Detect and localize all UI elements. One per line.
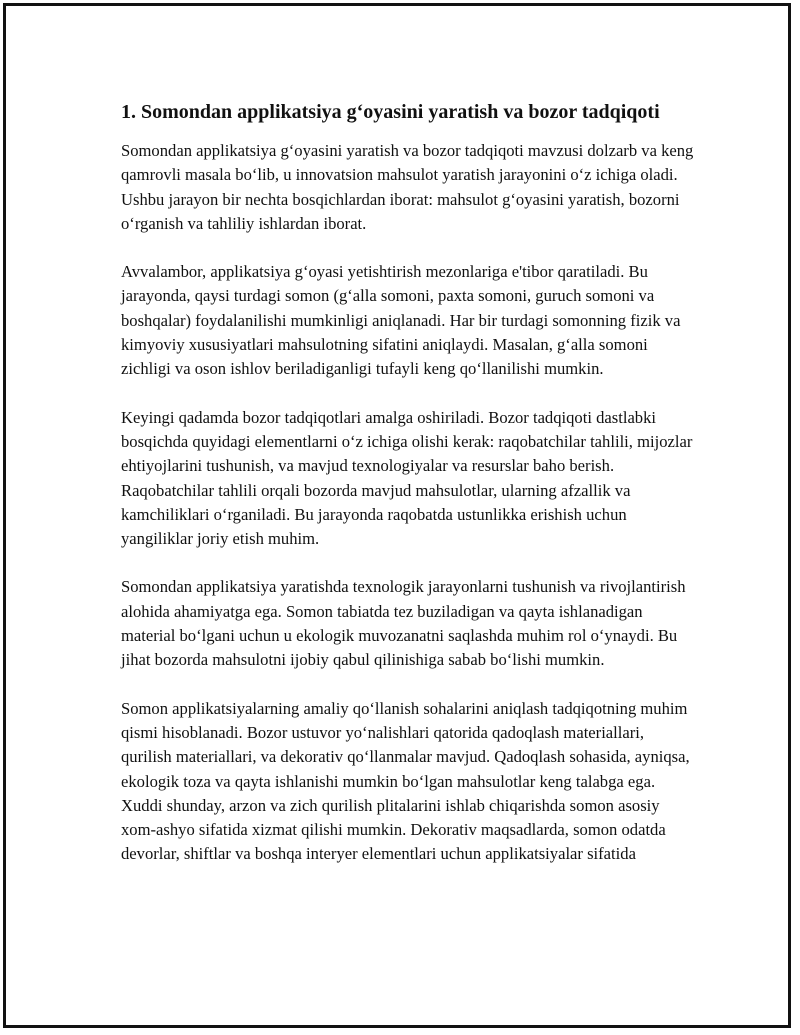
paragraph-3: Keyingi qadamda bozor tadqiqotlari amalga oshiriladi. Bozor tadqiqoti dastlabki bosqichda quyidagi elementlarni o‘z ichiga olishi kerak: raqobatchilar tahlili, mijozlar ehtiyojlarini tushunish, va mavjud texnologiyalar va resurslar baho berish. Raqobatchilar tahlili orqali bozorda mavjud mahsulotlar, ularning afzallik va kamchiliklari o‘rganiladi. Bu jarayonda raqobatda ustunlikka erishish uchun yangiliklar joriy etish muhim. bbox=[121, 407, 693, 549]
document-body bbox=[121, 98, 696, 891]
section-title: 1. Somondan applikatsiya g‘oyasini yaratish va bozor tadqiqoti bbox=[121, 101, 660, 123]
paragraph-4: Somondan applikatsiya yaratishda texnologik jarayonlarni tushunish va rivojlantirish alohida ahamiyatga ega. Somon tabiatda tez buziladigan va qayta ishlanadigan material bo‘lgani uchun u ekologik muvozanatni saqlashda muhim rol o‘ynaydi. Bu jihat bozorda mahsulotni ijobiy qabul qilinishiga sabab bo‘lishi mumkin. bbox=[121, 577, 686, 670]
page-frame bbox=[3, 3, 791, 1028]
paragraph-1: Somondan applikatsiya g‘oyasini yaratish va bozor tadqiqoti mavzusi dolzarb va keng qamrovli masala bo‘lib, u innovatsion mahsulot yaratish jarayonini o‘z ichiga oladi. Ushbu jarayon bir nechta bosqichlardan iborat: mahsulot g‘oyasini yaratish, bozorni o‘rganish va tahliliy ishlardan iborat. bbox=[121, 141, 694, 233]
paragraph-5: Somon applikatsiyalarning amaliy qo‘llanish sohalarini aniqlash tadqiqotning muhim qismi hisoblanadi. Bozor ustuvor yo‘nalishlari qatorida qadoqlash materiallari, qurilish materiallari, va dekorativ qo‘llanmalar mavjud. Qadoqlash sohasida, ayniqsa, ekologik toza va qayta ishlanishi mumkin bo‘lgan mahsulotlar keng talabga ega. Xuddi shunday, arzon va zich qurilish plitalarini ishlab chiqarishda somon asosiy xom-ashyo sifatida xizmat qilishi mumkin. Dekorativ maqsadlarda, somon odatda devorlar, shiftlar va boshqa interyer elementlari uchun applikatsiyalar sifatida bbox=[121, 698, 690, 864]
paragraph-2: Avvalambor, applikatsiya g‘oyasi yetishtirish mezonlariga e'tibor qaratiladi. Bu jarayonda, qaysi turdagi somon (g‘alla somoni, paxta somoni, guruch somoni va boshqalar) foydalanilishi mumkinligi aniqlanadi. Har bir turdagi somonning fizik va kimyoviy xususiyatlari mahsulotning sifatini aniqlaydi. Masalan, g‘alla somoni zichligi va oson ishlov beriladiganligi tufayli keng qo‘llanilishi mumkin. bbox=[121, 262, 681, 379]
